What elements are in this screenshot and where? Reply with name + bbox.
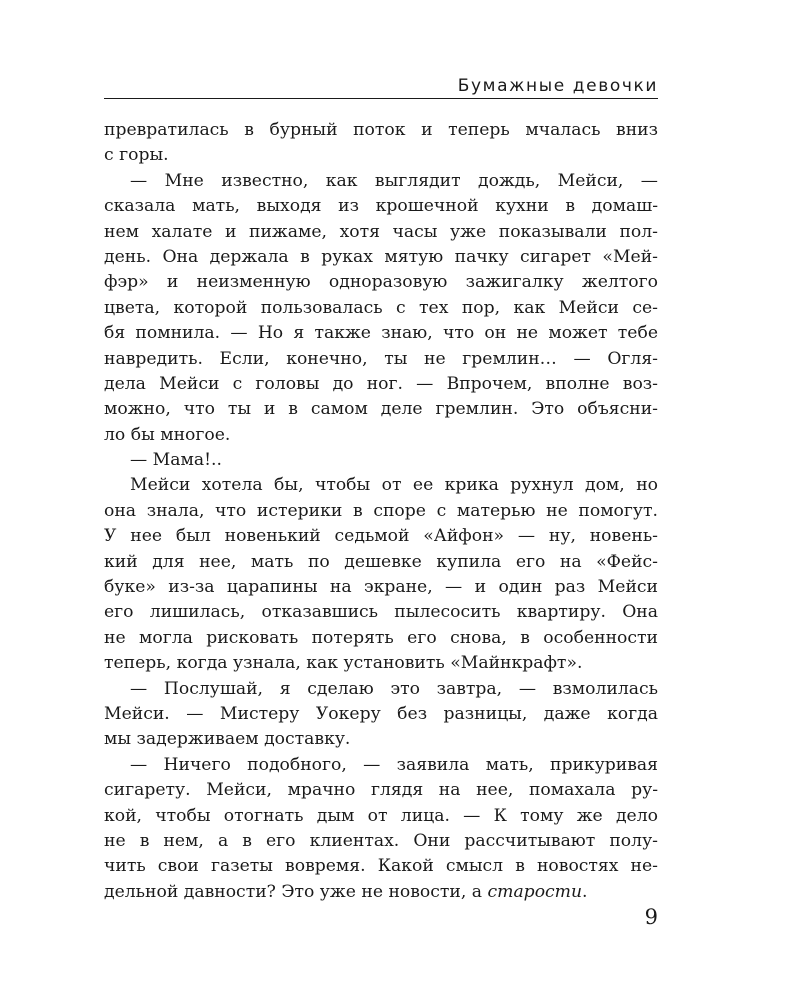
text-line-content: сказала мать, выходя из крошечной кухни в домаш- (104, 196, 658, 217)
text-line-content: цвета, которой пользовалась с тех пор, как Мейси се- (104, 297, 658, 318)
text-line (104, 220, 658, 245)
text-line (104, 270, 658, 295)
page-number: 9 (644, 905, 658, 929)
text-line-content: буке» из-за царапины на экране, — и один раз Мейси (104, 577, 658, 598)
text-line-content: с горы. (104, 145, 169, 166)
text-line (104, 347, 658, 372)
text-line-content: мы задерживаем доставку. (104, 729, 351, 750)
text-line-content: не могла рисковать потерять его снова, в особенности (104, 627, 658, 648)
text-line (104, 600, 658, 625)
text-line-content: — Мне известно, как выглядит дождь, Мейси, — (130, 170, 658, 191)
text-line-content: чить свои газеты вовремя. Какой смысл в новостях не- (104, 856, 658, 877)
text-line (104, 778, 658, 803)
text-line (104, 880, 658, 905)
text-line-content: превратилась в бурный поток и теперь мчалась вниз (104, 120, 658, 140)
text-line (104, 677, 658, 702)
italic-word: старости (487, 881, 583, 902)
text-line-content: Мейси. — Мистеру Уокеру без разницы, даже когда (104, 703, 658, 724)
text-line (104, 854, 658, 879)
text-line-content: Мейси хотела бы, чтобы от ее крика рухнул дом, но (130, 475, 658, 496)
text-line (104, 499, 658, 524)
text-line (104, 473, 658, 498)
text-line-content: нем халате и пижаме, хотя часы уже показывали пол- (104, 221, 658, 242)
text-line (104, 804, 658, 829)
text-line-content: дельной давности? Это уже не новости, а (104, 881, 488, 902)
text-line-content: теперь, когда узнала, как установить «Майнкрафт». (104, 653, 583, 674)
text-line-content: дела Мейси с головы до ног. — Впрочем, вполне воз- (104, 373, 658, 394)
text-line (104, 626, 658, 651)
text-line-punctuation: . (582, 881, 588, 902)
text-line-content: кой, чтобы отогнать дым от лица. — К тому же дело (104, 805, 658, 826)
text-line (104, 753, 658, 778)
text-line (104, 296, 658, 321)
text-line (104, 524, 658, 549)
text-line-content: день. Она держала в руках мятую пачку сигарет «Мей- (104, 246, 658, 267)
text-line (104, 651, 658, 676)
running-head (104, 76, 658, 99)
text-line (104, 575, 658, 600)
text-line (104, 372, 658, 397)
text-line (104, 702, 658, 727)
text-line (104, 727, 658, 752)
text-line-content: — Послушай, я сделаю это завтра, — взмолилась (130, 678, 658, 699)
text-line-content: можно, что ты и в самом деле гремлин. Это объясни- (104, 399, 658, 420)
text-line-content: его лишилась, отказавшись пылесосить квартиру. Она (104, 602, 658, 623)
text-line-content: кий для нее, мать по дешевке купила его на «Фейс- (104, 551, 658, 572)
text-line-content: — Мама!.. (130, 450, 222, 471)
running-head-title: Бумажные девочки (457, 76, 658, 96)
page-body-text (104, 118, 658, 905)
text-line (104, 169, 658, 194)
text-line-content: она знала, что истерики в споре с матерью не помогут. (104, 500, 658, 521)
text-line-content: — Ничего подобного, — заявила мать, прикуривая (130, 754, 658, 775)
text-line-content: фэр» и неизменную одноразовую зажигалку желтого (104, 272, 658, 293)
text-line-content: сигарету. Мейси, мрачно глядя на нее, помахала ру- (104, 780, 658, 801)
text-line-content: не в нем, а в его клиентах. Они рассчитывают полу- (104, 830, 658, 851)
text-line-content: У нее был новенький седьмой «Айфон» — ну, новень- (104, 526, 658, 547)
text-line (104, 143, 658, 168)
text-line (104, 829, 658, 854)
text-line (104, 245, 658, 270)
text-line (104, 118, 658, 143)
text-line (104, 423, 658, 448)
text-line (104, 550, 658, 575)
text-line (104, 194, 658, 219)
text-line-content: бя помнила. — Но я также знаю, что он не может тебе (104, 323, 658, 344)
text-line (104, 321, 658, 346)
text-line-content: навредить. Если, конечно, ты не гремлин… — Огля- (104, 348, 658, 369)
text-line-content: ло бы многое. (104, 424, 231, 445)
text-line (104, 448, 658, 473)
text-line (104, 397, 658, 422)
